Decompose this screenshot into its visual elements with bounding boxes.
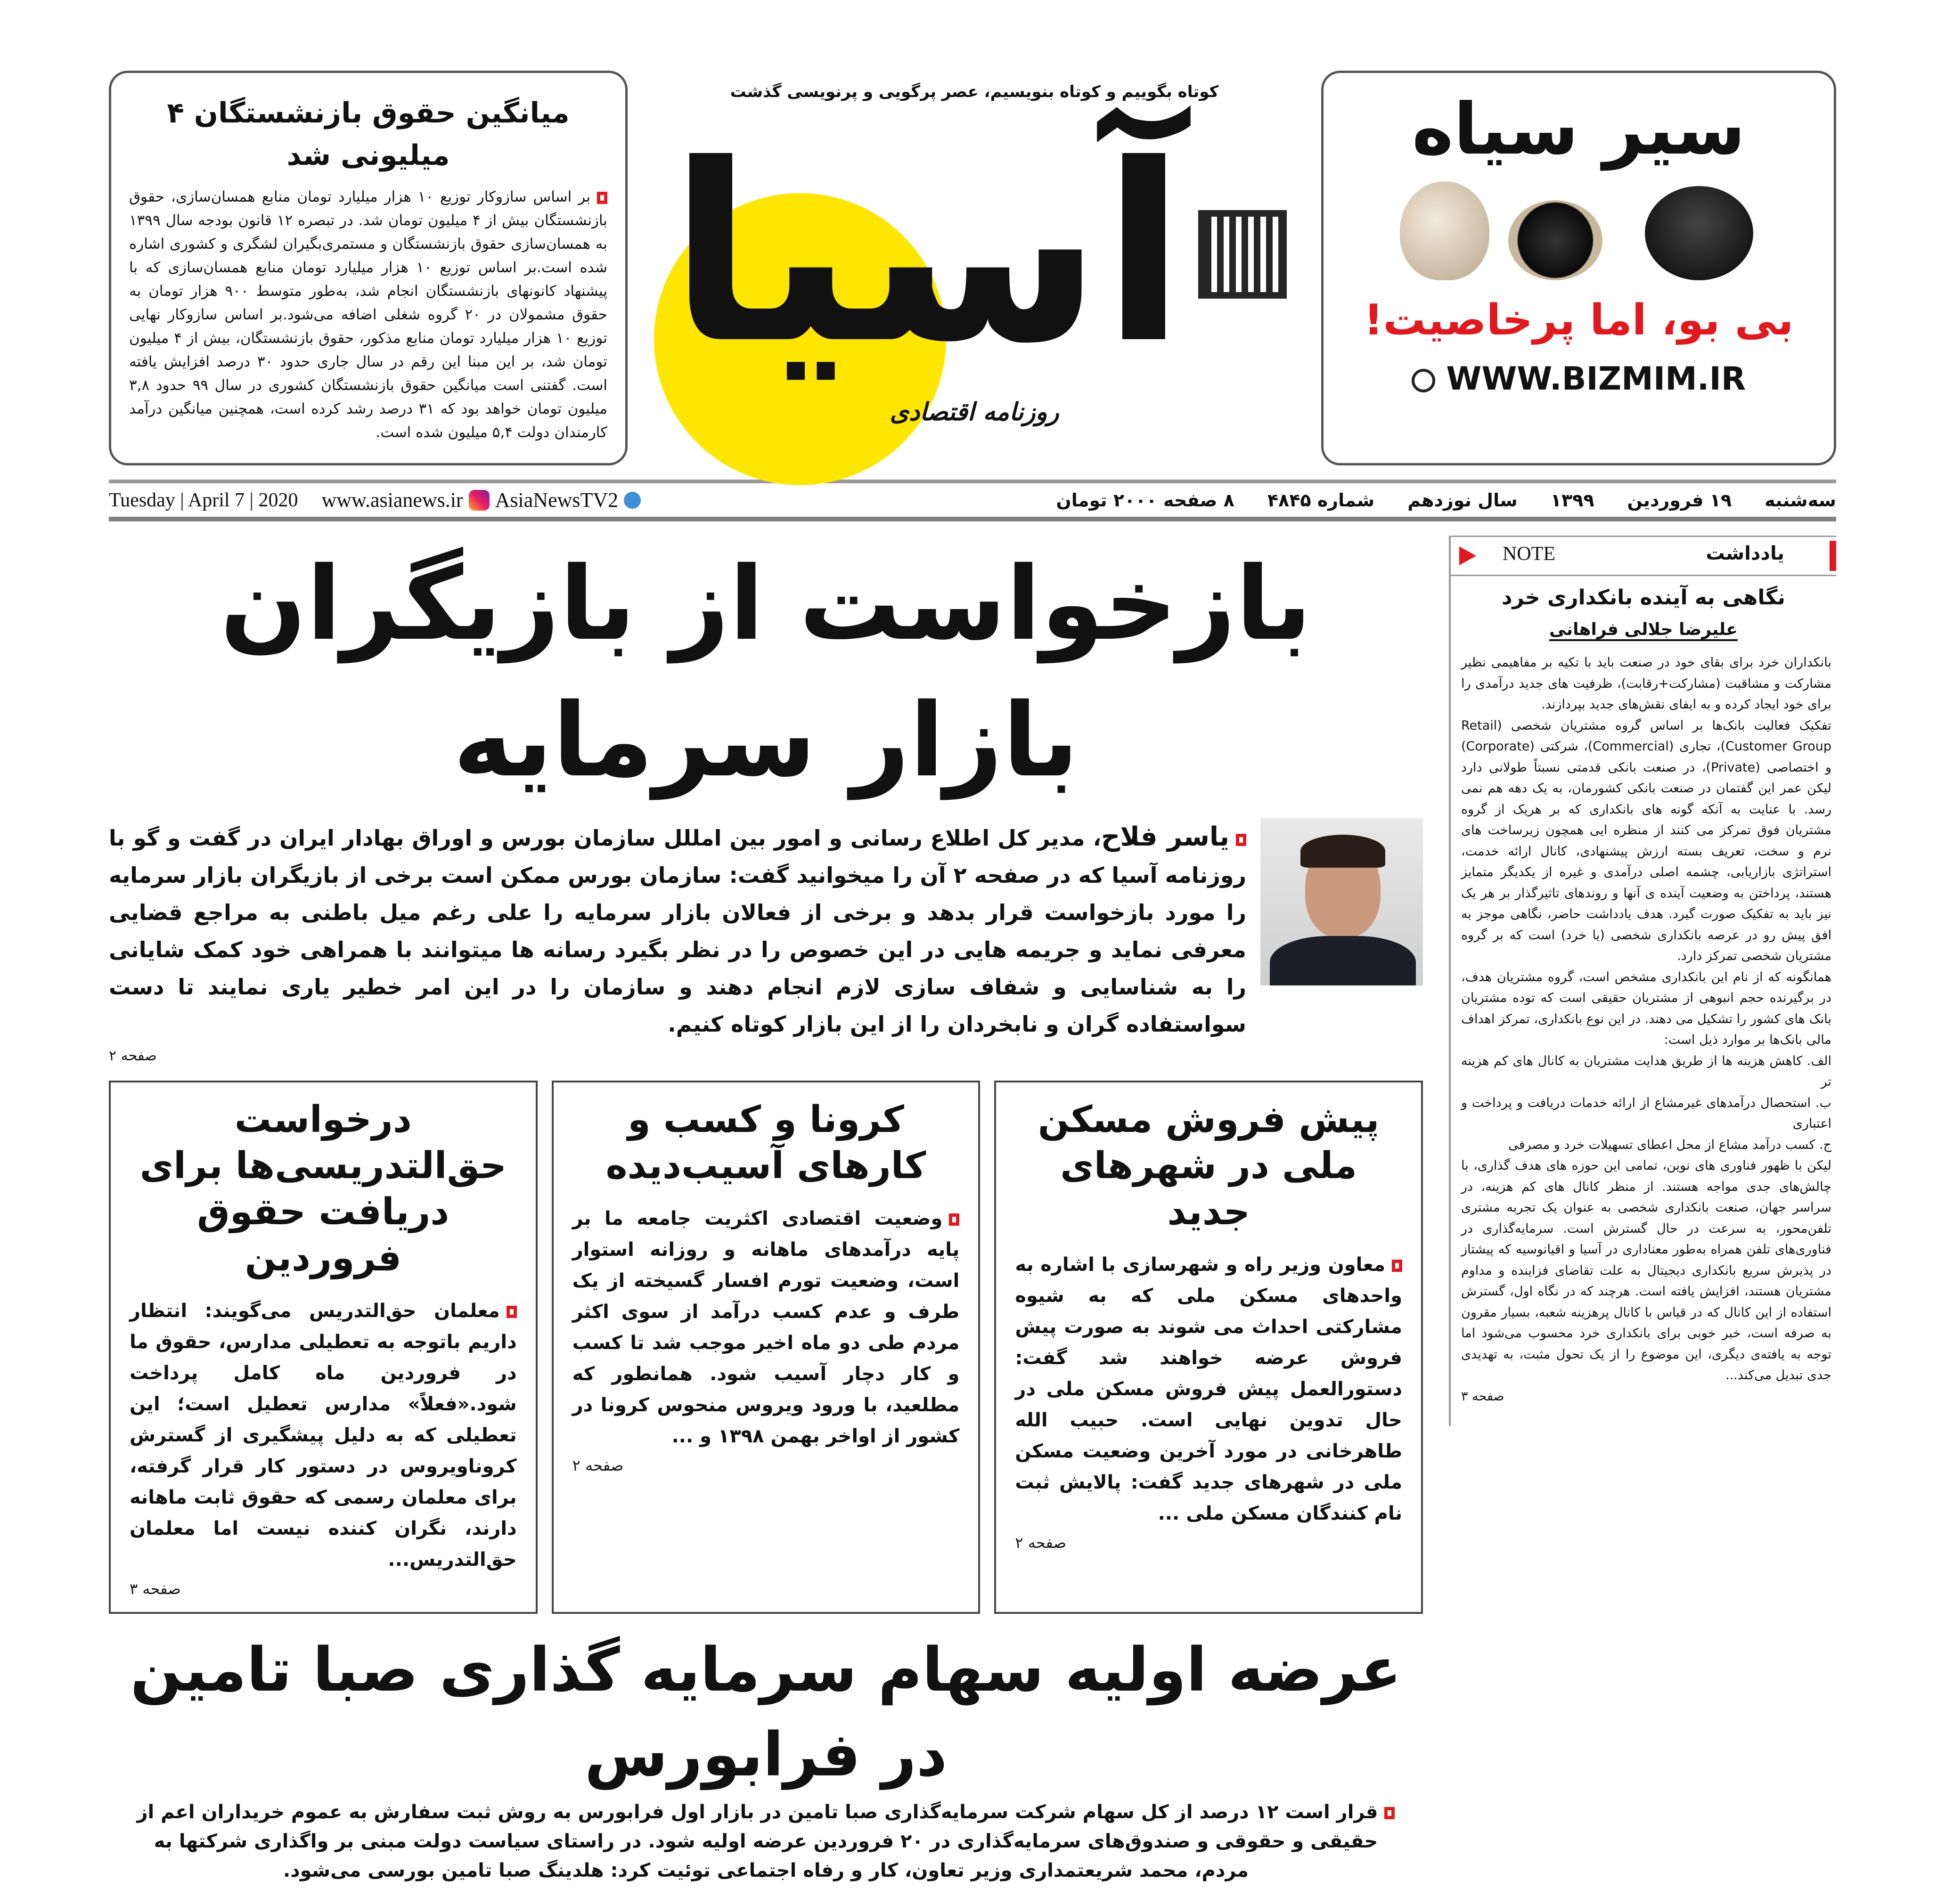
main-headline[interactable]: بازخواست از بازیگران بازار سرمایه [220, 545, 1312, 799]
ad-website[interactable]: WWW.BIZMIM.IR [1446, 360, 1746, 398]
note-paragraph: همانگونه که از نام این بانکداری مشخص است، گروه مشتریان هدف، در برگیرنده حجم انبوهی از مشتریان حقیقی است که توده مشتریان بانک های کشور را تشکیل می دهند. در این نوع بانکداری، تمرکز اهداف مالی بانک‌ها بر موارد ذیل است: [1461, 969, 1831, 1047]
ad-black-garlic[interactable] [1321, 71, 1836, 465]
masthead-logo[interactable] [669, 113, 1280, 396]
main-column [109, 536, 1423, 1904]
bullet-square-icon [507, 1306, 517, 1318]
volume: سال نوزدهم [1407, 489, 1518, 511]
story-box-corona[interactable] [552, 1081, 981, 1614]
interviewee-photo [1260, 818, 1423, 985]
story-body: معاون وزیر راه و شهرسازی با اشاره به واحدهای مسکن ملی که به شیوه مشارکتی احداث می شوند به صورت پیش فروش عرضه خواهند شد گفت: دستورالعمل پیش فروش مسکن ملی در حال تدوین نهایی است. حبیب الله طاهرخانی در مورد آخرین وضعیت مسکن ملی در شهرهای جدید گفت: پالایش ثبت نام کنندگان مسکن ملی ... [1015, 1254, 1402, 1524]
story-page-ref: صفحه ۲ [1015, 1534, 1066, 1552]
globe-icon [1412, 369, 1435, 392]
persian-date: ۱۹ فروردین [1627, 489, 1732, 511]
bullet-square-icon [949, 1213, 959, 1226]
masthead-center [645, 71, 1304, 465]
bottom-story-body [109, 1798, 1423, 1904]
weekday: سه‌شنبه [1765, 489, 1836, 511]
dateline [109, 480, 1836, 521]
verified-badge-icon [624, 492, 641, 509]
bullet-square-icon [1236, 834, 1246, 846]
social-handle[interactable]: AsiaNewsTV2 [495, 488, 619, 512]
top-left-story-body: بر اساس سازوکار توزیع ۱۰ هزار میلیارد تومان منابع همسان‌سازی، حقوق بازنشستگان بیش از ۴ میلیون تومان شد. در تبصره ۱۲ قانون بودجه سال ۱۳۹۹ به همسان‌سازی حقوق بازنشستگان و مستمری‌بگیران لشگری و کشوری اشاره شده است.بر اساس توزیع ۱۰ هزار میلیارد تومان منابع همسان‌سازی که با پیشنهاد کانونهای بازنشستگان انجام شد، به‌طور متوسط ۹۰۰ هزار تومان به حقوق مشمولان در ۲۰ گروه شغلی اضافه می‌شود.بر اساس سازوکار نهایی توزیع ۱۰ هزار میلیارد تومان منابع مذکور، حقوق بازنشستگان، بیش از ۴ میلیون تومان شد، بر این مبنا این رقم در سال جاری حدود ۳۰ درصد افزایش یافته است. گفتنی است میانگین حقوق بازنشستگان کشوری در سال ۹۹ حدود ۳,۸ میلیون تومان خواهد بود که ۳۱ درصد رشد کرده است، همچنین میانگین درآمد کارمندان دولت ۵,۴ میلیون شده است. [129, 188, 608, 441]
play-triangle-icon [1459, 546, 1476, 565]
instagram-icon[interactable] [469, 490, 490, 511]
bottom-headline[interactable]: عرضه اولیه سهام سرمایه گذاری صبا تامین در فرابورس [130, 1635, 1402, 1790]
story-title: کرونا و کسب و کارهای آسیب‌دیده [605, 1098, 926, 1187]
note-label-fa: یادداشت [1706, 543, 1784, 564]
main-story-lead [109, 818, 1246, 1043]
note-body [1451, 646, 1836, 1407]
story-title: پیش فروش مسکن ملی در شهرهای جدید [1038, 1098, 1380, 1233]
story-box-housing[interactable] [994, 1081, 1423, 1614]
top-left-story-title: میانگین حقوق بازنشستگان ۴ میلیونی شد [167, 97, 570, 172]
note-column [1449, 536, 1836, 1426]
note-author: علیرضا جلالی فراهانی [1549, 620, 1738, 641]
note-paragraph: الف. کاهش هزینه ها از طریق هدایت مشتریان به کانال های کم هزینه تر [1461, 1053, 1831, 1089]
story-page-ref: صفحه ۲ [572, 1456, 624, 1474]
lead-body: ، مدیر کل اطلاع رسانی و امور بین امللل سازمان بورس و اوراق بهادار ایران در گفت و گو با روزنامه آسیا که در صفحه ۲ آن را میخوانید گفت: سازمان بورس ممکن است برخی از بازیگران بازار سرمایه را مورد بازخواست قرار بدهد و برخی از فعالان بازار سرمایه را علی رغم میل باطنی به مراجع قضایی معرفی نماید و جریمه هایی در این خصوص را در نظر بگیرد رسانه ها میتوانند با همراهی خود کمک شایانی را به شناسایی و شفاف سازی لازم انجام دهند و سازمان را در این امر خطیر یاری نمایند تا دست سواستفاده گران و نابخردان را از این بازار کوتاه کنیم. [109, 825, 1246, 1037]
note-header [1451, 536, 1836, 576]
bullet-square-icon [1392, 1260, 1402, 1272]
note-page-ref[interactable]: صفحه ۳ [1461, 1389, 1504, 1404]
masthead-tagline: کوتاه بگوییم و کوتاه بنویسیم، عصر پرگویی و پرنویسی گذشت [730, 82, 1219, 101]
garlic-image [1400, 177, 1758, 285]
story-body: وضعیت اقتصادی اکثریت جامعه ما بر پایه درآمدهای ماهانه و روزانه استوار است، وضعیت تورم افسار گسیخته از یک طرف و عدم کسب درآمد از سوی اکثر مردم طی دو ماه اخیر موجب شد تا کسب و کار دچار آسیب شود. همانطور که مطلعید، با ورود ویروس منحوس کرونا در کشور از اواخر بهمن ۱۳۹۸ و ... [572, 1208, 960, 1447]
issue-number: شماره ۴۸۴۵ [1267, 489, 1375, 511]
ad-slogan: بی بو، اما پرخاصیت! [1364, 295, 1794, 345]
bottom-body-text: قرار است ۱۲ درصد از کل سهام شرکت سرمایه‌گذاری صبا تامین در بازار اول فرابورس به روش ثبت سفارش به عموم خریداران اعم از حقیقی و حقوقی و صندوق‌های سرمایه‌گذاری در ۲۰ فروردین عرضه اولیه شود. در راستای سیاست دولت مبنی بر واگذاری شرکتها به مردم، محمد شریعتمداری وزیر تعاون، کار و رفاه اجتماعی توئیت کرد: هلدینگ صبا تامین بورسی می‌شود. [137, 1801, 1378, 1881]
story-body: معلمان حق‌التدریس می‌گویند: انتظار داریم باتوجه به تعطیلی مدارس، حقوق ما در فروردین ماه کامل پرداخت شود.«فعلاً» مدارس تعطیل است؛ این تعطیلی که به دلیل پیشگیری از گسترش کروناویروس در دستور کار قرار گرفته، برای معلمان رسمی که حقوق ثابت ماهانه دارند، نگران کننده نیست اما معلمان حق‌التدریس... [129, 1300, 517, 1570]
main-area [109, 536, 1836, 1904]
logo-text: آسیا [669, 112, 1186, 397]
note-paragraph: ج. کسب درآمد مشاع از محل اعطای تسهیلات خرد و مصرفی [1508, 1137, 1831, 1152]
main-story-section [109, 818, 1423, 1066]
story-page-ref: صفحه ۳ [129, 1580, 181, 1598]
note-paragraph: ب. استحصال درآمدهای غیرمشاع از ارائه خدمات دریافت و پرداخت و اعتباری [1461, 1095, 1831, 1131]
stories-row [109, 1081, 1423, 1614]
note-label-en: NOTE [1503, 543, 1555, 565]
lead-name: یاسر فلاح [1101, 822, 1229, 852]
ad-title: سیر سیاه [1412, 89, 1746, 171]
story-title: درخواست حق‌التدریسی‌ها برای دریافت حقوق فروردین [139, 1098, 507, 1279]
website-link[interactable]: www.asianews.ir [321, 488, 463, 512]
bullet-square-icon [597, 192, 607, 204]
qr-code-icon[interactable] [1205, 217, 1280, 292]
note-paragraph: لیکن با ظهور فناوری های نوین، تمامی این حوزه های هدف گذاری، با چالش‌های جدی مواجه هستند. از منظر کانال های کم هزینه، در سراسر جهان، صنعت بانکداری شخصی به عنوان یک تجربه مشتری تلفن‌محور، به سرعت در حال گسترش است. سرمایه‌گذاری در فناوری‌های تلفن همراه به‌طور معناداری در آسیا و اقیانوسیه که پیشتاز در پذیرش سریع بانکداری دیجیتال به علت تقاضای فزاینده و مداوم مشتریان هستند، افزایش یافته است. هرچند که در نگاه اول، گسترش استفاده از این کانال که در قیاس با کانال پرهزینه شعبه، بسیار مقرون به صرفه است، خبر خوبی برای بانکداری خرد محسوب می‌شود اما توجه به یافته‌ی دیگری، این موضوع را از یک تحول مثبت، به تهدیدی جدی تبدیل می‌کند... [1461, 1158, 1831, 1383]
english-date: Tuesday | April 7 | 2020 [109, 489, 298, 511]
pages-price: ۸ صفحه ۲۰۰۰ تومان [1056, 489, 1234, 511]
bullet-square-icon [1384, 1807, 1395, 1819]
note-paragraph: تفکیک فعالیت بانک‌ها بر اساس گروه مشتریان شخصی (Retail Customer Group)، تجاری (Commercial)، شرکتی (Corporate) و اختصاصی (Private)، در صنعت بانکی قدمتی نسبتاً طولانی دارد لیکن عمر این گفتمان در صنعت بانکی کشورمان، به یک دهه هم نمی رسد. با عنایت به آنکه گونه های بانکداری که بر هریک از گروه مشتریان فوق تمرکز می کنند از منظره ایی همچون زیرساخت های نرم و سخت، تعریف بسته ارزش پیشنهادی، کانال ارائه خدمت، استراتژی بازاریابی، چشمه اصلی درآمدی و غیره از یکدیگر متمایز هستند، پرداختن به وضعیت آینده ی آنها و روندهای تاثیرگذار بر هر یک نیز باید به تفکیک صورت گیرد. هدف یادداشت حاضر، نگاهی موجز به افق پیش رو در عرصه بانکداری شخصی (یا خرد) است که بر گروه مشتریان شخصی تمرکز دارد. [1461, 718, 1831, 963]
masthead-row [109, 0, 1836, 465]
note-red-bar-icon [1830, 541, 1836, 571]
top-left-story [109, 71, 628, 465]
main-page-ref[interactable]: صفحه ۲ [109, 1048, 157, 1064]
note-paragraph: بانکداران خرد برای بقای خود در صنعت باید با تکیه بر مفاهیمی نظیر مشارکت و مشاقبت (مشارکت+رقابت)، ظرفیت های جدید درآمدی را برای خود ایجاد کرده و به ایفای نقش‌های جدید بپردازند. [1461, 655, 1831, 712]
note-title[interactable]: نگاهی به آینده بانکداری خرد [1501, 586, 1786, 610]
year: ۱۳۹۹ [1550, 489, 1594, 511]
story-box-teachers[interactable] [109, 1081, 538, 1614]
logo-subtitle: روزنامه اقتصادی [890, 398, 1059, 426]
